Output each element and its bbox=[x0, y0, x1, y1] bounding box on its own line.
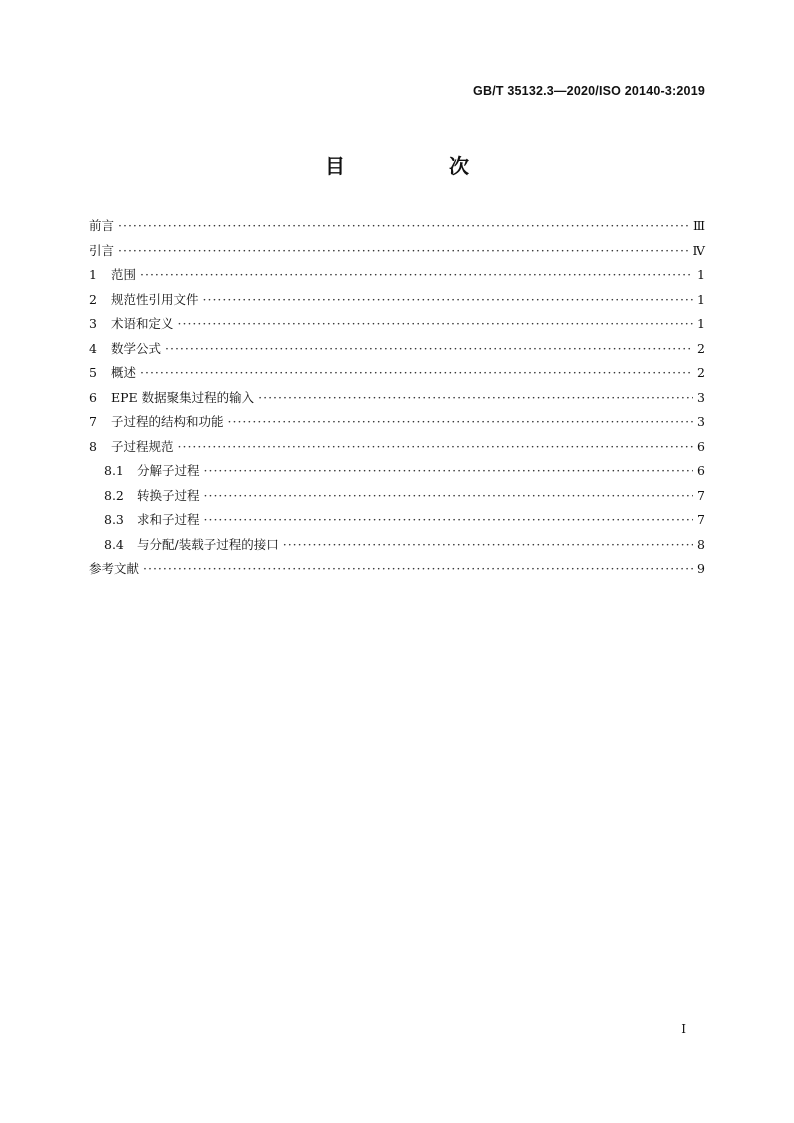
toc-entry-label: 数学公式 bbox=[111, 340, 162, 356]
toc-entry-4[interactable] bbox=[89, 339, 705, 364]
toc-entry-number: 7 bbox=[89, 414, 97, 429]
toc-leader-dots bbox=[178, 316, 693, 331]
toc-leader-dots bbox=[178, 439, 693, 454]
toc-entry-label: 引言 bbox=[89, 242, 115, 258]
toc-entry-page: 3 bbox=[697, 389, 705, 405]
toc-entry-label: 规范性引用文件 bbox=[111, 291, 199, 307]
toc-entry-number: 8.4 bbox=[104, 536, 124, 552]
toc-leader-dots bbox=[118, 218, 689, 233]
toc-entry-label: 子过程规范 bbox=[111, 438, 174, 454]
standard-number-header: GB/T 35132.3—2020/ISO 20140-3:2019 bbox=[473, 84, 705, 98]
page-number-footer: I bbox=[681, 1022, 686, 1036]
toc-entry-introduction[interactable] bbox=[89, 241, 705, 266]
toc-entry-label: 参考文献 bbox=[89, 561, 140, 576]
toc-leader-dots bbox=[203, 292, 693, 307]
toc-entry-bibliography[interactable] bbox=[89, 559, 705, 584]
toc-leader-dots bbox=[204, 463, 693, 478]
toc-entry-7[interactable] bbox=[89, 412, 705, 437]
toc-entry-foreword[interactable] bbox=[89, 216, 705, 241]
toc-entry-page: 2 bbox=[697, 365, 705, 380]
toc-entry-label: 分解子过程 bbox=[137, 463, 200, 478]
toc-entry-label: 子过程的结构和功能 bbox=[111, 414, 224, 429]
toc-entry-1[interactable] bbox=[89, 265, 705, 290]
toc-entry-page: 2 bbox=[697, 340, 705, 356]
toc-entry-2[interactable] bbox=[89, 290, 705, 315]
toc-entry-8-2[interactable] bbox=[89, 486, 705, 511]
toc-leader-dots bbox=[165, 341, 693, 356]
toc-entry-page: 3 bbox=[697, 414, 705, 429]
toc-leader-dots bbox=[118, 243, 688, 258]
toc-entry-8-1[interactable] bbox=[89, 461, 705, 486]
toc-entry-number: 2 bbox=[89, 291, 97, 307]
page-title: 目 次 bbox=[325, 154, 511, 178]
toc-entry-label: 转换子过程 bbox=[137, 487, 200, 503]
toc-entry-6[interactable] bbox=[89, 388, 705, 413]
toc-entry-number: 1 bbox=[89, 267, 97, 282]
toc-entry-number: 8.2 bbox=[104, 487, 124, 503]
toc-entry-page: 7 bbox=[697, 512, 705, 527]
toc-leader-dots bbox=[204, 512, 693, 527]
toc-entry-page: 1 bbox=[697, 291, 705, 307]
toc-entry-page: 6 bbox=[697, 463, 705, 478]
toc-entry-number: 8.1 bbox=[104, 463, 124, 478]
toc-entry-8-4[interactable] bbox=[89, 535, 705, 560]
table-of-contents bbox=[89, 216, 705, 584]
toc-entry-page: 1 bbox=[697, 267, 705, 282]
toc-entry-page: 9 bbox=[697, 561, 705, 576]
toc-entry-label: 概述 bbox=[111, 365, 137, 380]
toc-entry-number: 8 bbox=[89, 438, 97, 454]
toc-entry-number: 6 bbox=[89, 389, 97, 405]
toc-entry-page: 6 bbox=[697, 438, 705, 454]
toc-entry-label: 求和子过程 bbox=[137, 512, 200, 527]
toc-entry-number: 4 bbox=[89, 340, 97, 356]
toc-entry-label: 术语和定义 bbox=[111, 316, 174, 331]
toc-entry-label: 与分配/装载子过程的接口 bbox=[137, 536, 279, 552]
toc-leader-dots bbox=[204, 488, 693, 503]
toc-entry-page: 7 bbox=[697, 487, 705, 503]
toc-leader-dots bbox=[228, 414, 693, 429]
toc-entry-number: 8.3 bbox=[104, 512, 124, 527]
toc-entry-label: EPE 数据聚集过程的输入 bbox=[111, 389, 255, 405]
toc-entry-3[interactable] bbox=[89, 314, 705, 339]
toc-entry-8-3[interactable] bbox=[89, 510, 705, 535]
toc-entry-page: Ⅳ bbox=[692, 242, 705, 258]
toc-leader-dots bbox=[143, 561, 693, 576]
toc-entry-number: 3 bbox=[89, 316, 97, 331]
toc-leader-dots bbox=[258, 390, 693, 405]
toc-entry-number: 5 bbox=[89, 365, 97, 380]
toc-entry-label: 范围 bbox=[111, 267, 137, 282]
toc-entry-page: Ⅲ bbox=[692, 218, 705, 233]
toc-entry-8[interactable] bbox=[89, 437, 705, 462]
toc-entry-page: 1 bbox=[697, 316, 705, 331]
toc-entry-label: 前言 bbox=[89, 218, 115, 233]
toc-leader-dots bbox=[140, 365, 693, 380]
toc-leader-dots bbox=[283, 537, 693, 552]
toc-entry-page: 8 bbox=[697, 536, 705, 552]
toc-leader-dots bbox=[140, 267, 693, 282]
toc-entry-5[interactable] bbox=[89, 363, 705, 388]
